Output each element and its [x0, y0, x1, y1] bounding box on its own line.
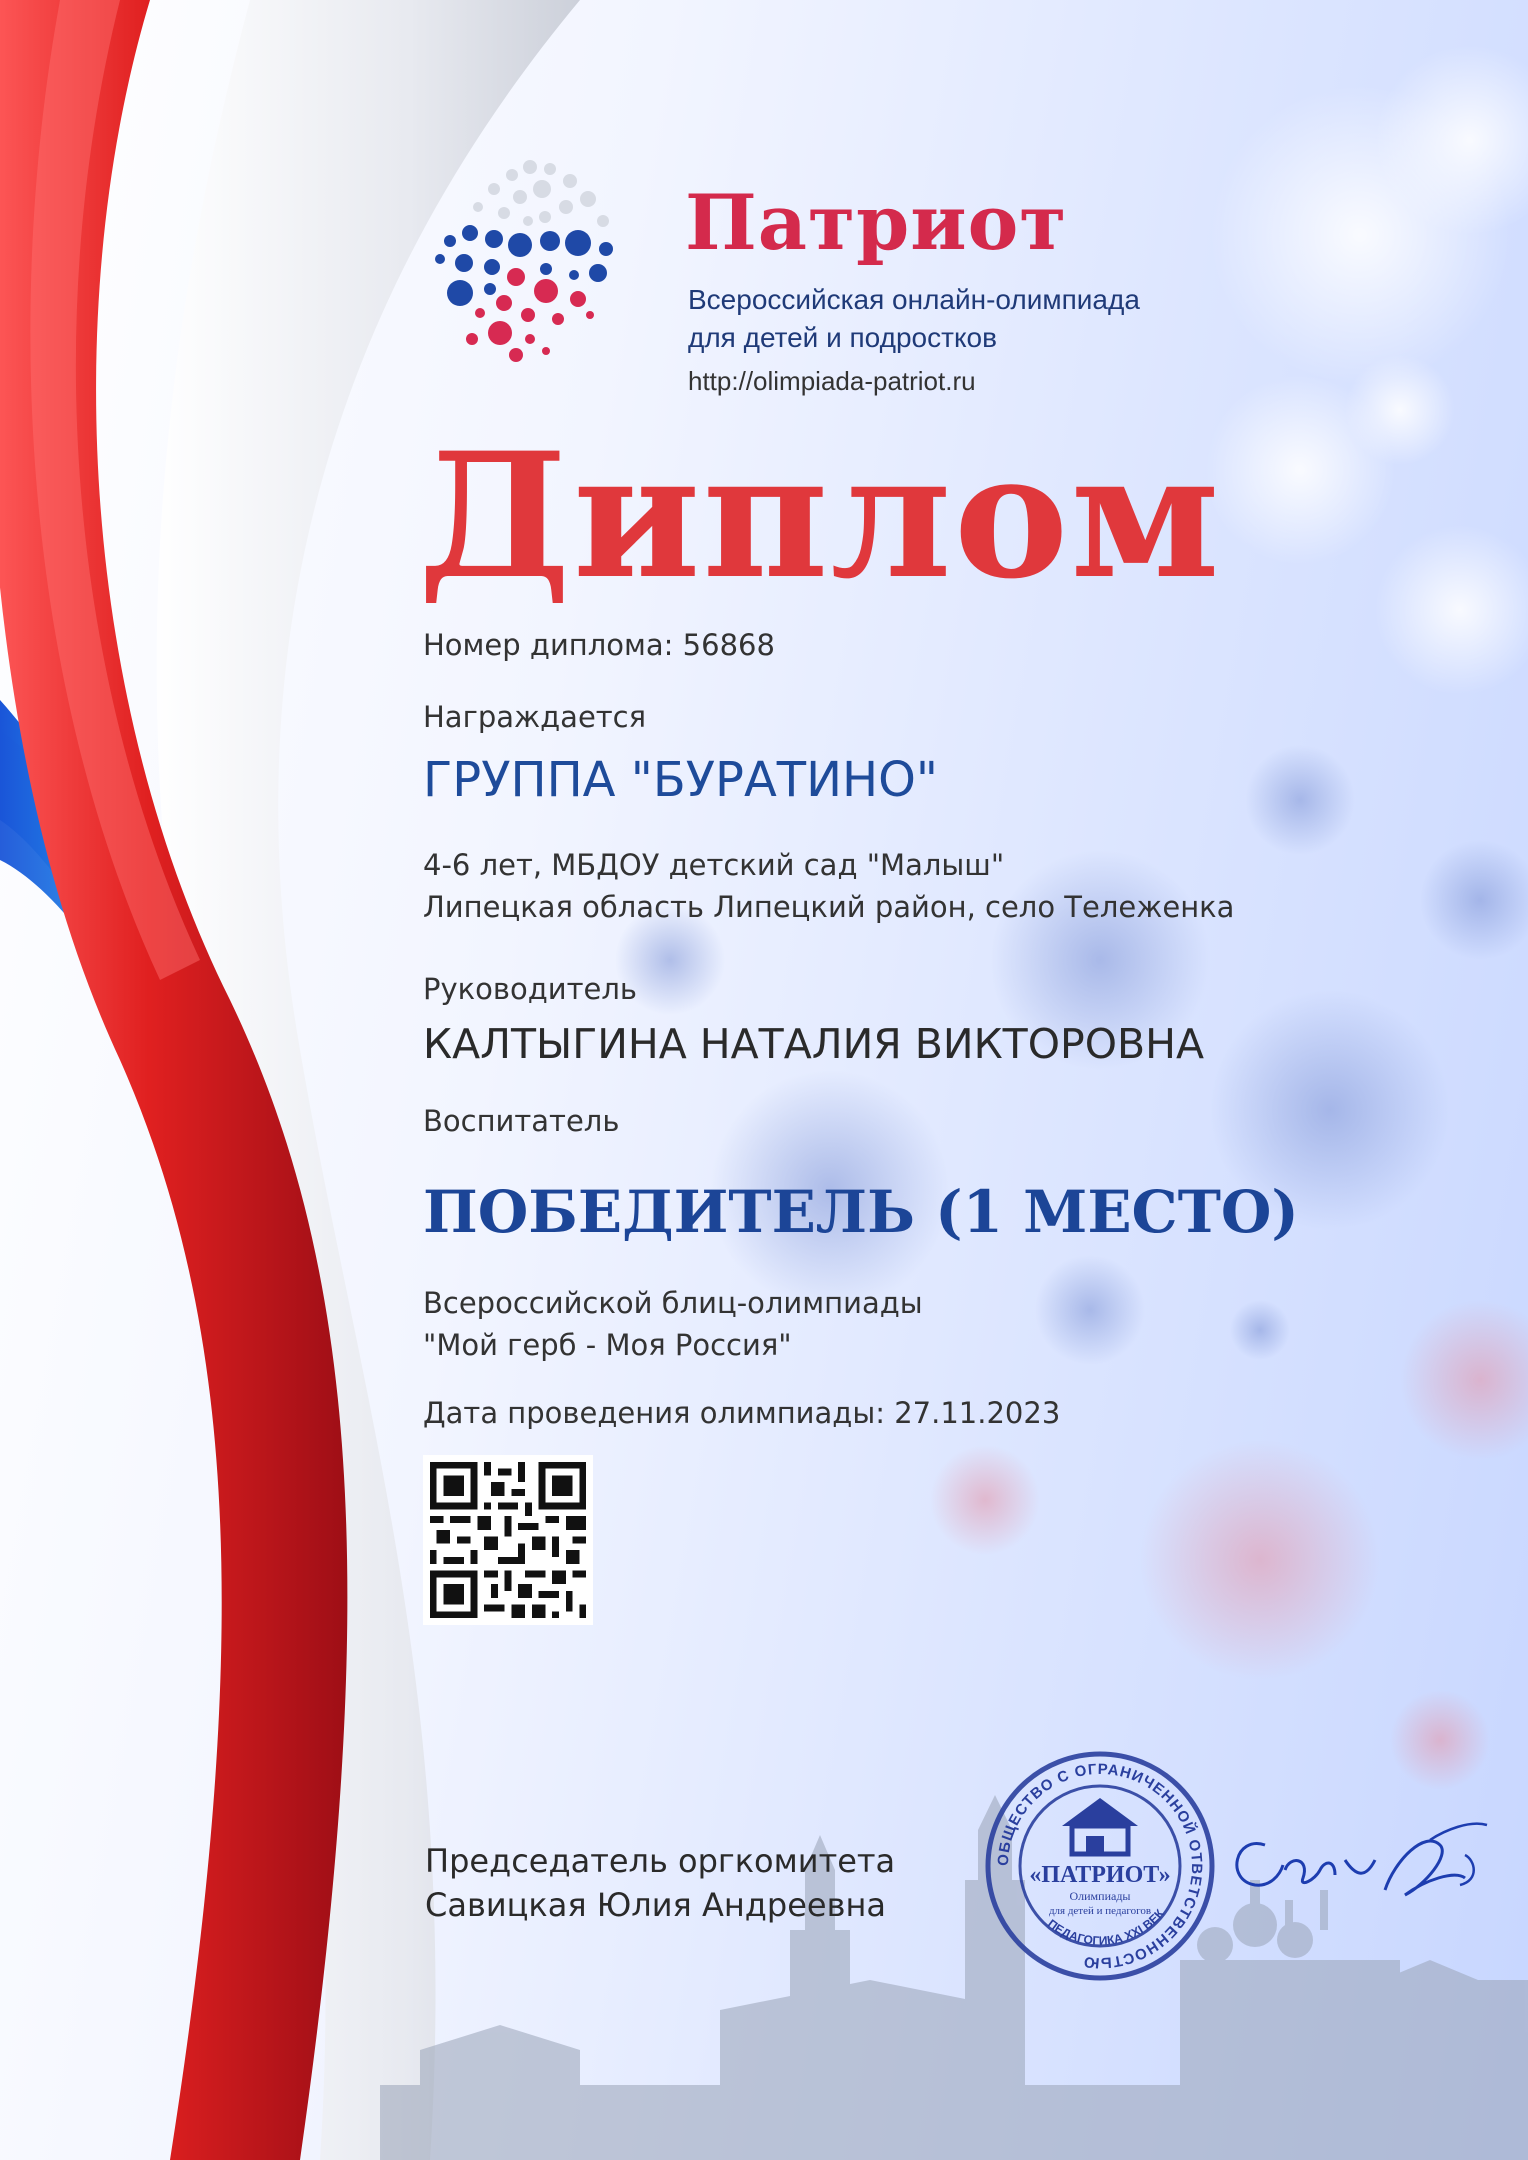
svg-text:для детей и педагогов: для детей и педагогов: [1048, 1905, 1152, 1917]
event-line1: Всероссийской блиц-олимпиады: [423, 1286, 923, 1320]
dots-logo-icon: [420, 155, 630, 365]
event-date: Дата проведения олимпиады: 27.11.2023: [423, 1396, 1061, 1430]
qr-code-icon[interactable]: [423, 1455, 593, 1625]
recipient-name: ГРУППА "БУРАТИНО": [423, 752, 938, 808]
diploma-title: Диплом: [418, 414, 1222, 617]
svg-text:ОБЩЕСТВО С ОГРАНИЧЕННОЙ ОТВЕТС: ОБЩЕСТВО С ОГРАНИЧЕННОЙ ОТВЕТСТВЕННОСТЬЮ: [994, 1760, 1206, 1972]
leader-name: КАЛТЫГИНА НАТАЛИЯ ВИКТОРОВНА: [423, 1020, 1205, 1068]
brand-subtitle-line2: для детей и подростков: [688, 322, 997, 353]
recipient-details-line2: Липецкая область Липецкий район, село Тележенка: [423, 890, 1235, 924]
awarded-label: Награждается: [423, 700, 647, 734]
leader-role: Воспитатель: [423, 1104, 620, 1138]
diploma-number: Номер диплома: 56868: [423, 628, 775, 662]
signatory-title: Председатель оргкомитета: [425, 1842, 896, 1880]
svg-text:«ПАТРИОТ»: «ПАТРИОТ»: [1029, 1862, 1171, 1888]
result-title: ПОБЕДИТЕЛЬ (1 МЕСТО): [423, 1178, 1299, 1246]
signatory-name: Савицкая Юлия Андреевна: [425, 1886, 886, 1924]
signature-icon: [1225, 1800, 1495, 1930]
brand-subtitle-line1: Всероссийская онлайн-олимпиада: [688, 284, 1140, 315]
brand-name: Патриот: [685, 178, 1068, 267]
house-stamp-icon: [982, 1748, 1218, 1984]
brand-url[interactable]: http://olimpiada-patriot.ru: [688, 366, 976, 396]
recipient-details-line1: 4-6 лет, МБДОУ детский сад "Малыш": [423, 848, 1005, 882]
leader-label: Руководитель: [423, 972, 638, 1006]
event-line2: "Мой герб - Моя Россия": [423, 1328, 792, 1362]
svg-text:ПЕДАГОГИКА XXI ВЕК: ПЕДАГОГИКА XXI ВЕК: [1045, 1906, 1167, 1948]
svg-text:Олимпиады: Олимпиады: [1069, 1889, 1131, 1903]
